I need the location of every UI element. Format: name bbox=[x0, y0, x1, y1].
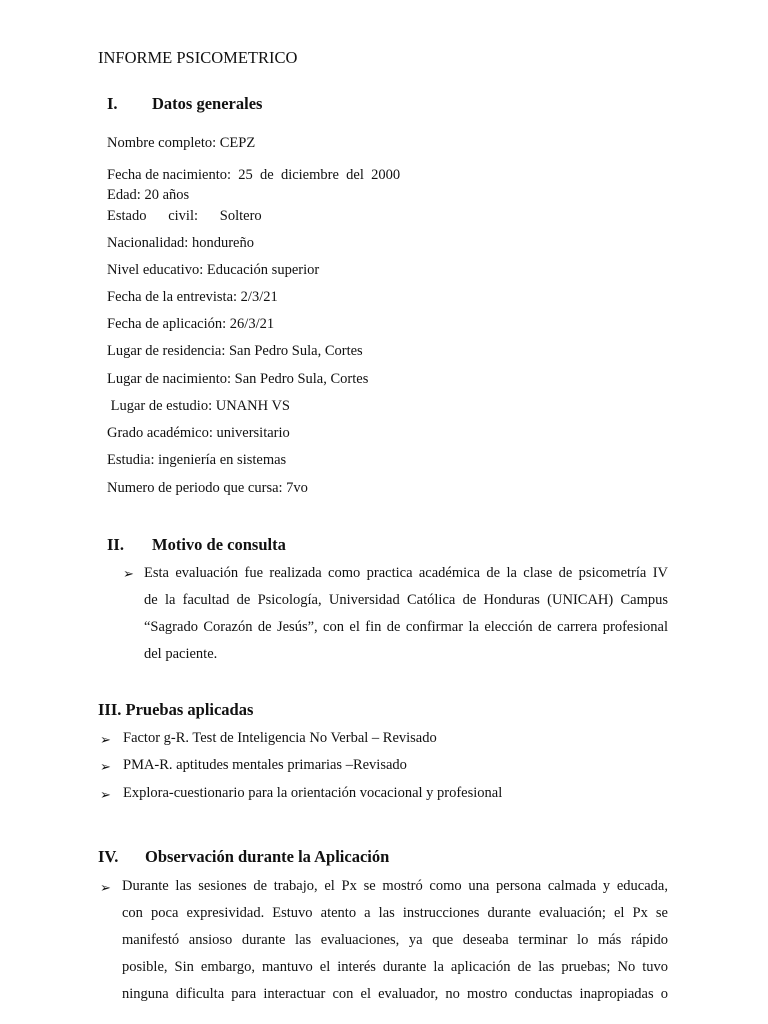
motivo-line: del paciente. bbox=[144, 646, 218, 662]
section-4-title: Observación durante la Aplicación bbox=[145, 847, 390, 866]
section-4-heading bbox=[98, 847, 389, 867]
observacion-line: posible, Sin embargo, mantuvo el interés durante la aplicación de las pruebas; No tuvo bbox=[122, 959, 668, 975]
prueba-item: Explora-cuestionario para la orientación vocacional y profesional bbox=[123, 785, 503, 801]
arrow-bullet-icon: ➢ bbox=[100, 759, 111, 774]
section-1-heading bbox=[107, 94, 262, 114]
section-2-number: II. bbox=[107, 535, 124, 554]
motivo-paragraph bbox=[144, 560, 668, 668]
field-edad: Edad: 20 años bbox=[107, 187, 190, 203]
motivo-line: “Sagrado Corazón de Jesús”, con el fin de confirmar la elección de carrera profesional bbox=[144, 619, 668, 635]
field-grado-academico: Grado académico: universitario bbox=[107, 425, 290, 441]
section-4-number: IV. bbox=[98, 847, 119, 866]
arrow-bullet-icon: ➢ bbox=[100, 880, 111, 895]
section-3-title: Pruebas aplicadas bbox=[125, 700, 254, 719]
document-title: INFORME PSICOMETRICO bbox=[98, 48, 298, 67]
field-lugar-residencia: Lugar de residencia: San Pedro Sula, Cortes bbox=[107, 343, 363, 359]
field-nacimiento: Fecha de nacimiento: 25 de diciembre del 2000 bbox=[107, 167, 401, 183]
section-2-title: Motivo de consulta bbox=[152, 535, 286, 554]
field-nombre: Nombre completo: CEPZ bbox=[107, 135, 256, 151]
field-lugar-nacimiento: Lugar de nacimiento: San Pedro Sula, Cortes bbox=[107, 371, 369, 387]
motivo-line: Esta evaluación fue realizada como practica académica de la clase de psicometría IV bbox=[144, 565, 668, 581]
motivo-line: de la facultad de Psicología, Universidad Católica de Honduras (UNICAH) Campus bbox=[144, 592, 668, 608]
observacion-line: ninguna dificulta para interactuar con el evaluador, no mostro conductas inapropiadas o bbox=[122, 986, 668, 1002]
section-2-heading bbox=[107, 535, 286, 555]
field-nivel-educativo: Nivel educativo: Educación superior bbox=[107, 262, 320, 278]
observacion-line: Durante las sesiones de trabajo, el Px se mostró como una persona calmada y educada, bbox=[122, 878, 668, 894]
section-3-heading bbox=[98, 700, 253, 720]
section-1-title: Datos generales bbox=[152, 94, 263, 113]
arrow-bullet-icon: ➢ bbox=[100, 787, 111, 802]
observacion-paragraph bbox=[122, 873, 668, 1008]
observacion-line: con poca expresividad. Estuvo atento a las instrucciones durante evaluación; el Px se bbox=[122, 905, 668, 921]
field-estudia: Estudia: ingeniería en sistemas bbox=[107, 452, 287, 468]
field-lugar-estudio: Lugar de estudio: UNANH VS bbox=[107, 398, 290, 414]
section-3-number: III. bbox=[98, 700, 122, 719]
field-estado-civil: Estado civil: Soltero bbox=[107, 208, 262, 224]
arrow-bullet-icon: ➢ bbox=[123, 566, 134, 581]
prueba-item: Factor g-R. Test de Inteligencia No Verbal – Revisado bbox=[123, 730, 437, 746]
prueba-item: PMA-R. aptitudes mentales primarias –Revisado bbox=[123, 757, 407, 773]
observacion-line: manifestó ansioso durante las evaluaciones, ya que deseaba terminar lo más rápido bbox=[122, 932, 668, 948]
field-fecha-aplicacion: Fecha de aplicación: 26/3/21 bbox=[107, 316, 275, 332]
field-periodo: Numero de periodo que cursa: 7vo bbox=[107, 480, 308, 496]
arrow-bullet-icon: ➢ bbox=[100, 732, 111, 747]
section-1-number: I. bbox=[107, 94, 118, 113]
field-fecha-entrevista: Fecha de la entrevista: 2/3/21 bbox=[107, 289, 278, 305]
field-nacionalidad: Nacionalidad: hondureño bbox=[107, 235, 254, 251]
